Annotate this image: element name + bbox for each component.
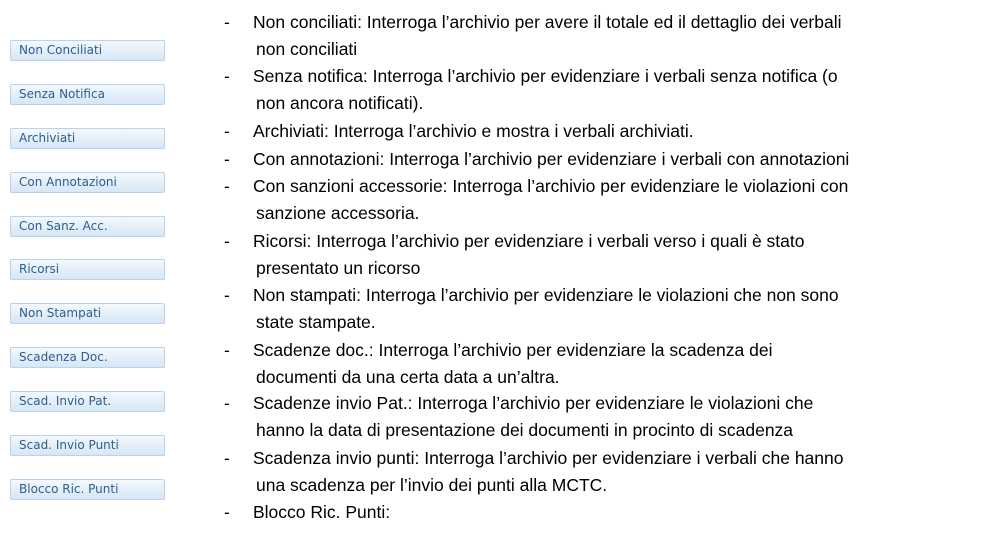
- item-text: Archiviati: Interroga l’archivio e mostra i verbali archiviati.: [253, 121, 694, 141]
- bullet: -: [224, 149, 230, 169]
- bullet: -: [224, 502, 230, 522]
- item-text-continued: non ancora notificati).: [256, 93, 424, 113]
- item-text-continued: presentato un ricorso: [256, 258, 421, 278]
- item-text: Non stampati: Interroga l’archivio per evidenziare le violazioni che non sono: [253, 285, 839, 305]
- bullet: -: [224, 66, 230, 86]
- bullet: -: [224, 176, 230, 196]
- item-text: Non conciliati: Interroga l’archivio per avere il totale ed il dettaglio dei verbali: [253, 12, 842, 32]
- item-text-continued: hanno la data di presentazione dei documenti in procinto di scadenza: [256, 420, 794, 440]
- senza-notifica-button[interactable]: Senza Notifica: [10, 84, 165, 105]
- scad-invio-punti-button[interactable]: Scad. Invio Punti: [10, 435, 165, 456]
- bullet: -: [224, 231, 230, 251]
- item-text-continued: state stampate.: [256, 312, 376, 332]
- item-text: Scadenza invio punti: Interroga l’archivio per evidenziare i verbali che hanno: [253, 448, 844, 468]
- bullet: -: [224, 340, 230, 360]
- bullet: -: [224, 393, 230, 413]
- item-text-continued: sanzione accessoria.: [256, 203, 420, 223]
- blocco-ric-punti-button[interactable]: Blocco Ric. Punti: [10, 479, 165, 500]
- item-text: Senza notifica: Interroga l’archivio per evidenziare i verbali senza notifica (o: [253, 66, 838, 86]
- scadenza-doc-button[interactable]: Scadenza Doc.: [10, 347, 165, 368]
- item-text: Blocco Ric. Punti:: [253, 502, 391, 522]
- bullet: -: [224, 12, 230, 32]
- con-annotazioni-button[interactable]: Con Annotazioni: [10, 172, 165, 193]
- archiviati-button[interactable]: Archiviati: [10, 128, 165, 149]
- bullet: -: [224, 285, 230, 305]
- item-text: Con sanzioni accessorie: Interroga l’archivio per evidenziare le violazioni con: [253, 176, 849, 196]
- scad-invio-pat-button[interactable]: Scad. Invio Pat.: [10, 391, 165, 412]
- bullet: -: [224, 448, 230, 468]
- ricorsi-button[interactable]: Ricorsi: [10, 259, 165, 280]
- item-text: Scadenze invio Pat.: Interroga l’archivio per evidenziare le violazioni che: [253, 393, 814, 413]
- item-text-continued: una scadenza per l’invio dei punti alla MCTC.: [256, 475, 608, 495]
- item-text: Con annotazioni: Interroga l’archivio per evidenziare i verbali con annotazioni: [253, 149, 850, 169]
- non-conciliati-button[interactable]: Non Conciliati: [10, 40, 165, 61]
- item-text-continued: non conciliati: [256, 39, 358, 59]
- item-text: Ricorsi: Interroga l’archivio per evidenziare i verbali verso i quali è stato: [253, 231, 805, 251]
- con-sanz-acc-button[interactable]: Con Sanz. Acc.: [10, 216, 165, 237]
- item-text-continued: documenti da una certa data a un’altra.: [256, 367, 560, 387]
- non-stampati-button[interactable]: Non Stampati: [10, 303, 165, 324]
- item-text: Scadenze doc.: Interroga l’archivio per evidenziare la scadenza dei: [253, 340, 773, 360]
- bullet: -: [224, 121, 230, 141]
